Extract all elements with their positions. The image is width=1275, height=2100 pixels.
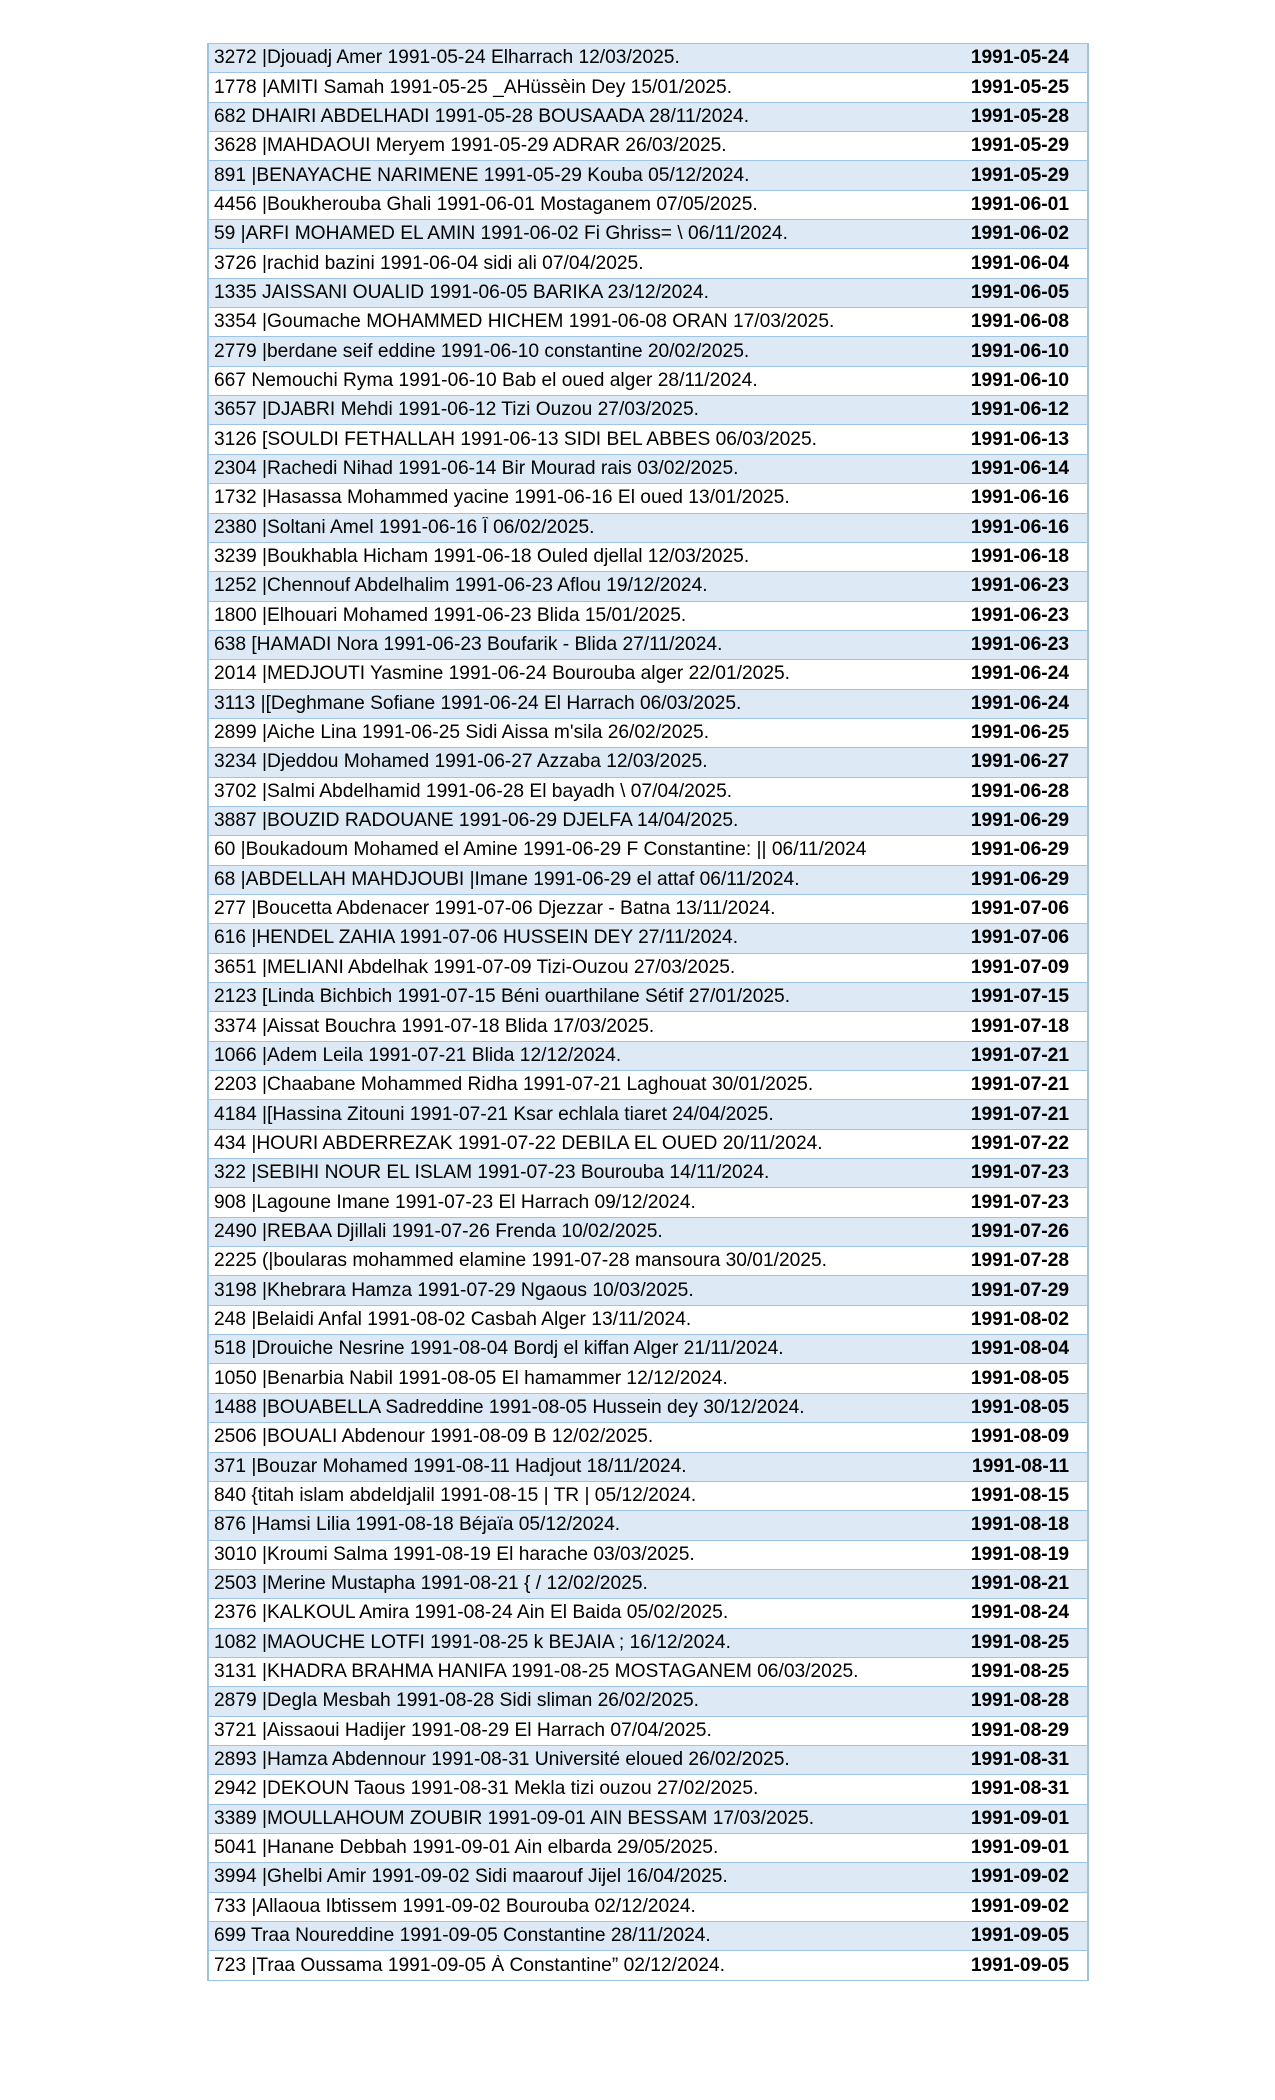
table-row — [209, 1453, 1087, 1482]
table-row — [209, 1247, 1087, 1276]
table-row — [209, 660, 1087, 689]
record-text-cell: 3198 |Khebrara Hamza 1991-07-29 Ngaous 10/03/2025. — [214, 1279, 694, 1301]
table-row — [209, 132, 1087, 161]
birth-date-cell: 1991-05-25 — [970, 76, 1069, 98]
birth-date-cell: 1991-08-31 — [970, 1749, 1069, 1771]
table-row — [209, 748, 1087, 777]
record-text-cell: 638 [HAMADI Nora 1991-06-23 Boufarik - Blida 27/11/2024. — [214, 634, 723, 656]
table-row — [209, 455, 1087, 484]
record-text-cell: 1335 JAISSANI OUALID 1991-06-05 BARIKA 23/12/2024. — [214, 281, 709, 303]
record-text-cell: 3651 |MELIANI Abdelhak 1991-07-09 Tizi-Ouzou 27/03/2025. — [214, 956, 736, 978]
table-row — [209, 367, 1087, 396]
table-row — [209, 602, 1087, 631]
record-text-cell: 371 |Bouzar Mohamed 1991-08-11 Hadjout 18/11/2024. — [214, 1455, 687, 1477]
birth-date-cell: 1991-08-05 — [970, 1367, 1069, 1389]
birth-date-cell: 1991-08-28 — [970, 1690, 1069, 1712]
table-row — [209, 279, 1087, 308]
birth-date-cell: 1991-07-23 — [970, 1191, 1069, 1213]
table-row — [209, 836, 1087, 865]
table-row — [209, 103, 1087, 132]
record-text-cell: 699 Traa Noureddine 1991-09-05 Constantine 28/11/2024. — [214, 1925, 711, 1947]
record-text-cell: 2879 |Degla Mesbah 1991-08-28 Sidi sliman 26/02/2025. — [214, 1690, 699, 1712]
table-row — [209, 1599, 1087, 1628]
record-text-cell: 1800 |Elhouari Mohamed 1991-06-23 Blida 15/01/2025. — [214, 604, 687, 626]
birth-date-cell: 1991-07-15 — [970, 986, 1069, 1008]
record-text-cell: 3113 |[Deghmane Sofiane 1991-06-24 El Harrach 06/03/2025. — [214, 692, 742, 714]
birth-date-cell: 1991-07-22 — [970, 1132, 1069, 1154]
birth-date-cell: 1991-05-24 — [970, 47, 1069, 69]
birth-date-cell: 1991-06-13 — [970, 428, 1069, 450]
table-row — [209, 1100, 1087, 1129]
table-row — [209, 1570, 1087, 1599]
table-row — [209, 1511, 1087, 1540]
record-text-cell: 3726 |rachid bazini 1991-06-04 sidi ali 07/04/2025. — [214, 252, 644, 274]
birth-date-cell: 1991-06-05 — [970, 281, 1069, 303]
record-text-cell: 277 |Boucetta Abdenacer 1991-07-06 Djezzar - Batna 13/11/2024. — [214, 898, 776, 920]
record-text-cell: 733 |Allaoua Ibtissem 1991-09-02 Bourouba 02/12/2024. — [214, 1895, 696, 1917]
record-text-cell: 2304 |Rachedi Nihad 1991-06-14 Bir Mourad rais 03/02/2025. — [214, 457, 739, 479]
record-text-cell: 3354 |Goumache MOHAMMED HICHEM 1991-06-08 ORAN 17/03/2025. — [214, 311, 835, 333]
birth-date-cell: 1991-08-05 — [970, 1396, 1069, 1418]
record-text-cell: 667 Nemouchi Ryma 1991-06-10 Bab el oued alger 28/11/2024. — [214, 369, 758, 391]
record-text-cell: 2490 |REBAA Djillali 1991-07-26 Frenda 10/02/2025. — [214, 1220, 663, 1242]
record-text-cell: 876 |Hamsi Lilia 1991-08-18 Béjaïa 05/12/2024. — [214, 1514, 621, 1536]
birth-date-cell: 1991-06-24 — [970, 692, 1069, 714]
table-row — [209, 308, 1087, 337]
table-row — [209, 44, 1087, 73]
birth-date-cell: 1991-06-18 — [970, 546, 1069, 568]
record-text-cell: 60 |Boukadoum Mohamed el Amine 1991-06-29 F Constantine: || 06/11/2024 — [214, 839, 867, 861]
table-row — [209, 1364, 1087, 1393]
record-text-cell: 2899 |Aiche Lina 1991-06-25 Sidi Aissa m'sila 26/02/2025. — [214, 722, 710, 744]
record-text-cell: 2893 |Hamza Abdennour 1991-08-31 Université eloued 26/02/2025. — [214, 1749, 790, 1771]
birth-date-cell: 1991-08-19 — [970, 1543, 1069, 1565]
record-text-cell: 2203 |Chaabane Mohammed Ridha 1991-07-21 Laghouat 30/01/2025. — [214, 1074, 814, 1096]
record-text-cell: 2942 |DEKOUN Taous 1991-08-31 Mekla tizi ouzou 27/02/2025. — [214, 1778, 759, 1800]
birth-date-cell: 1991-06-04 — [970, 252, 1069, 274]
table-row — [209, 1071, 1087, 1100]
birth-date-cell: 1991-08-25 — [970, 1661, 1069, 1683]
table-row — [209, 1775, 1087, 1804]
birth-date-cell: 1991-06-24 — [970, 663, 1069, 685]
record-text-cell: 2123 [Linda Bichbich 1991-07-15 Béni ouarthilane Sétif 27/01/2025. — [214, 986, 791, 1008]
record-text-cell: 3272 |Djouadj Amer 1991-05-24 Elharrach 12/03/2025. — [214, 47, 680, 69]
birth-date-cell: 1991-06-23 — [970, 575, 1069, 597]
birth-date-cell: 1991-09-02 — [970, 1895, 1069, 1917]
birth-date-cell: 1991-08-18 — [970, 1514, 1069, 1536]
table-row — [209, 1482, 1087, 1511]
table-row — [209, 220, 1087, 249]
birth-date-cell: 1991-06-27 — [970, 751, 1069, 773]
record-text-cell: 3010 |Kroumi Salma 1991-08-19 El harache 03/03/2025. — [214, 1543, 695, 1565]
birth-date-cell: 1991-07-21 — [970, 1103, 1069, 1125]
table-row — [209, 1922, 1087, 1951]
record-text-cell: 518 |Drouiche Nesrine 1991-08-04 Bordj el kiffan Alger 21/11/2024. — [214, 1338, 784, 1360]
table-row — [209, 249, 1087, 278]
record-text-cell: 3234 |Djeddou Mohamed 1991-06-27 Azzaba 12/03/2025. — [214, 751, 708, 773]
table-row — [209, 1130, 1087, 1159]
table-row — [209, 1541, 1087, 1570]
birth-date-cell: 1991-06-16 — [970, 516, 1069, 538]
birth-date-cell: 1991-06-16 — [970, 487, 1069, 509]
record-text-cell: 3389 |MOULLAHOUM ZOUBIR 1991-09-01 AIN BESSAM 17/03/2025. — [214, 1807, 815, 1829]
record-text-cell: 682 DHAIRI ABDELHADI 1991-05-28 BOUSAADA 28/11/2024. — [214, 105, 750, 127]
birth-date-cell: 1991-05-28 — [970, 105, 1069, 127]
table-row — [209, 1951, 1087, 1980]
record-text-cell: 1066 |Adem Leila 1991-07-21 Blida 12/12/2024. — [214, 1044, 622, 1066]
record-text-cell: 434 |HOURI ABDERREZAK 1991-07-22 DEBILA EL OUED 20/11/2024. — [214, 1132, 823, 1154]
record-text-cell: 3887 |BOUZID RADOUANE 1991-06-29 DJELFA 14/04/2025. — [214, 810, 739, 832]
record-text-cell: 3126 [SOULDI FETHALLAH 1991-06-13 SIDI BEL ABBES 06/03/2025. — [214, 428, 817, 450]
table-row — [209, 807, 1087, 836]
table-row — [209, 895, 1087, 924]
table-row — [209, 73, 1087, 102]
record-text-cell: 723 |Traa Oussama 1991-09-05 À Constantine” 02/12/2024. — [214, 1954, 725, 1976]
record-text-cell: 3994 |Ghelbi Amir 1991-09-02 Sidi maarouf Jijel 16/04/2025. — [214, 1866, 728, 1888]
record-text-cell: 3721 |Aissaoui Hadijer 1991-08-29 El Harrach 07/04/2025. — [214, 1719, 712, 1741]
record-text-cell: 68 |ABDELLAH MAHDJOUBI |Imane 1991-06-29 el attaf 06/11/2024. — [214, 868, 800, 890]
table-row — [209, 514, 1087, 543]
table-row — [209, 1863, 1087, 1892]
table-row — [209, 1717, 1087, 1746]
table-row — [209, 543, 1087, 572]
record-text-cell: 2503 |Merine Mustapha 1991-08-21 { / 12/02/2025. — [214, 1573, 648, 1595]
birth-date-cell: 1991-06-02 — [970, 223, 1069, 245]
record-text-cell: 3657 |DJABRI Mehdi 1991-06-12 Tizi Ouzou 27/03/2025. — [214, 399, 699, 421]
birth-date-cell: 1991-06-01 — [970, 193, 1069, 215]
record-text-cell: 5041 |Hanane Debbah 1991-09-01 Ain elbarda 29/05/2025. — [214, 1837, 719, 1859]
birth-date-cell: 1991-08-25 — [970, 1631, 1069, 1653]
record-text-cell: 840 {titah islam abdeldjalil 1991-08-15 | TR | 05/12/2024. — [214, 1485, 697, 1507]
birth-date-cell: 1991-09-02 — [970, 1866, 1069, 1888]
birth-date-cell: 1991-06-23 — [970, 604, 1069, 626]
record-text-cell: 4184 |[Hassina Zitouni 1991-07-21 Ksar echlala tiaret 24/04/2025. — [214, 1103, 774, 1125]
record-text-cell: 1732 |Hasassa Mohammed yacine 1991-06-16 El oued 13/01/2025. — [214, 487, 790, 509]
table-row — [209, 983, 1087, 1012]
birth-date-cell: 1991-06-23 — [970, 634, 1069, 656]
table-row — [209, 1423, 1087, 1452]
record-text-cell: 891 |BENAYACHE NARIMENE 1991-05-29 Kouba 05/12/2024. — [214, 164, 750, 186]
table-row — [209, 924, 1087, 953]
birth-date-cell: 1991-09-05 — [970, 1954, 1069, 1976]
table-row — [209, 1276, 1087, 1305]
record-text-cell: 3374 |Aissat Bouchra 1991-07-18 Blida 17/03/2025. — [214, 1015, 655, 1037]
table-row — [209, 690, 1087, 719]
birth-date-cell: 1991-06-08 — [970, 311, 1069, 333]
birth-date-cell: 1991-05-29 — [970, 135, 1069, 157]
table-row — [209, 1394, 1087, 1423]
birth-date-cell: 1991-08-21 — [970, 1573, 1069, 1595]
record-text-cell: 1778 |AMITI Samah 1991-05-25 _AHüssèin Dey 15/01/2025. — [214, 76, 733, 98]
table-row — [209, 1159, 1087, 1188]
birth-date-cell: 1991-08-15 — [970, 1485, 1069, 1507]
table-row — [209, 1805, 1087, 1834]
record-text-cell: 2506 |BOUALI Abdenour 1991-08-09 B 12/02/2025. — [214, 1426, 654, 1448]
table-row — [209, 954, 1087, 983]
birth-date-cell: 1991-08-02 — [970, 1308, 1069, 1330]
table-row — [209, 161, 1087, 190]
birth-date-cell: 1991-07-21 — [970, 1044, 1069, 1066]
record-text-cell: 3239 |Boukhabla Hicham 1991-06-18 Ouled djellal 12/03/2025. — [214, 546, 750, 568]
table-row — [209, 396, 1087, 425]
table-row — [209, 866, 1087, 895]
table-row — [209, 1629, 1087, 1658]
table-row — [209, 1188, 1087, 1217]
birth-date-cell: 1991-07-18 — [970, 1015, 1069, 1037]
record-text-cell: 908 |Lagoune Imane 1991-07-23 El Harrach 09/12/2024. — [214, 1191, 696, 1213]
birth-date-cell: 1991-06-14 — [970, 457, 1069, 479]
record-text-cell: 3628 |MAHDAOUI Meryem 1991-05-29 ADRAR 26/03/2025. — [214, 135, 727, 157]
birth-date-cell: 1991-09-05 — [970, 1925, 1069, 1947]
birth-date-cell: 1991-07-21 — [970, 1074, 1069, 1096]
birth-date-cell: 1991-06-29 — [970, 868, 1069, 890]
birth-date-cell: 1991-07-09 — [970, 956, 1069, 978]
table-row — [209, 1042, 1087, 1071]
record-text-cell: 2380 |Soltani Amel 1991-06-16 Î 06/02/2025. — [214, 516, 595, 538]
record-text-cell: 1488 |BOUABELLA Sadreddine 1991-08-05 Hussein dey 30/12/2024. — [214, 1396, 805, 1418]
birth-date-cell: 1991-07-29 — [970, 1279, 1069, 1301]
record-text-cell: 3702 |Salmi Abdelhamid 1991-06-28 El bayadh \ 07/04/2025. — [214, 780, 733, 802]
birth-date-cell: 1991-06-10 — [970, 369, 1069, 391]
table-row — [209, 1746, 1087, 1775]
birth-date-cell: 1991-07-23 — [970, 1162, 1069, 1184]
table-row — [209, 1012, 1087, 1041]
table-row — [209, 337, 1087, 366]
birth-date-cell: 1991-06-12 — [970, 399, 1069, 421]
record-text-cell: 2225 (|boularas mohammed elamine 1991-07-28 mansoura 30/01/2025. — [214, 1250, 827, 1272]
birth-date-cell: 1991-07-06 — [970, 927, 1069, 949]
birth-date-cell: 1991-09-01 — [970, 1837, 1069, 1859]
record-text-cell: 3131 |KHADRA BRAHMA HANIFA 1991-08-25 MOSTAGANEM 06/03/2025. — [214, 1661, 859, 1683]
birth-date-cell: 1991-07-28 — [970, 1250, 1069, 1272]
record-text-cell: 2014 |MEDJOUTI Yasmine 1991-06-24 Bourouba alger 22/01/2025. — [214, 663, 790, 685]
birth-date-cell: 1991-06-29 — [970, 839, 1069, 861]
table-row — [209, 1893, 1087, 1922]
table-row — [209, 631, 1087, 660]
record-text-cell: 2376 |KALKOUL Amira 1991-08-24 Ain El Baida 05/02/2025. — [214, 1602, 729, 1624]
table-row — [209, 1687, 1087, 1716]
birth-date-cell: 1991-08-09 — [970, 1426, 1069, 1448]
record-text-cell: 616 |HENDEL ZAHIA 1991-07-06 HUSSEIN DEY 27/11/2024. — [214, 927, 739, 949]
record-text-cell: 322 |SEBIHI NOUR EL ISLAM 1991-07-23 Bourouba 14/11/2024. — [214, 1162, 770, 1184]
record-text-cell: 2779 |berdane seif eddine 1991-06-10 constantine 20/02/2025. — [214, 340, 750, 362]
birth-date-cell: 1991-08-29 — [970, 1719, 1069, 1741]
birth-date-cell: 1991-06-29 — [970, 810, 1069, 832]
birth-date-cell: 1991-07-26 — [970, 1220, 1069, 1242]
table-row — [209, 1658, 1087, 1687]
table-row — [209, 719, 1087, 748]
birth-date-cell: 1991-08-31 — [970, 1778, 1069, 1800]
birth-date-cell: 1991-09-01 — [970, 1807, 1069, 1829]
record-text-cell: 248 |Belaidi Anfal 1991-08-02 Casbah Alger 13/11/2024. — [214, 1308, 692, 1330]
data-table — [207, 43, 1089, 1981]
birth-date-cell: 1991-08-11 — [971, 1455, 1069, 1477]
table-row — [209, 191, 1087, 220]
table-row — [209, 484, 1087, 513]
record-text-cell: 1050 |Benarbia Nabil 1991-08-05 El hamammer 12/12/2024. — [214, 1367, 728, 1389]
birth-date-cell: 1991-06-25 — [970, 722, 1069, 744]
birth-date-cell: 1991-08-24 — [970, 1602, 1069, 1624]
record-text-cell: 4456 |Boukherouba Ghali 1991-06-01 Mostaganem 07/05/2025. — [214, 193, 758, 215]
record-text-cell: 1082 |MAOUCHE LOTFI 1991-08-25 k BEJAIA ; 16/12/2024. — [214, 1631, 731, 1653]
record-text-cell: 1252 |Chennouf Abdelhalim 1991-06-23 Aflou 19/12/2024. — [214, 575, 708, 597]
table-row — [209, 1218, 1087, 1247]
table-row — [209, 425, 1087, 454]
table-row — [209, 572, 1087, 601]
table-row — [209, 778, 1087, 807]
birth-date-cell: 1991-06-10 — [970, 340, 1069, 362]
record-text-cell: 59 |ARFI MOHAMED EL AMIN 1991-06-02 Fi Ghriss= \ 06/11/2024. — [214, 223, 788, 245]
table-row — [209, 1306, 1087, 1335]
table-row — [209, 1335, 1087, 1364]
birth-date-cell: 1991-06-28 — [970, 780, 1069, 802]
birth-date-cell: 1991-08-04 — [970, 1338, 1069, 1360]
table-row — [209, 1834, 1087, 1863]
birth-date-cell: 1991-05-29 — [970, 164, 1069, 186]
birth-date-cell: 1991-07-06 — [970, 898, 1069, 920]
